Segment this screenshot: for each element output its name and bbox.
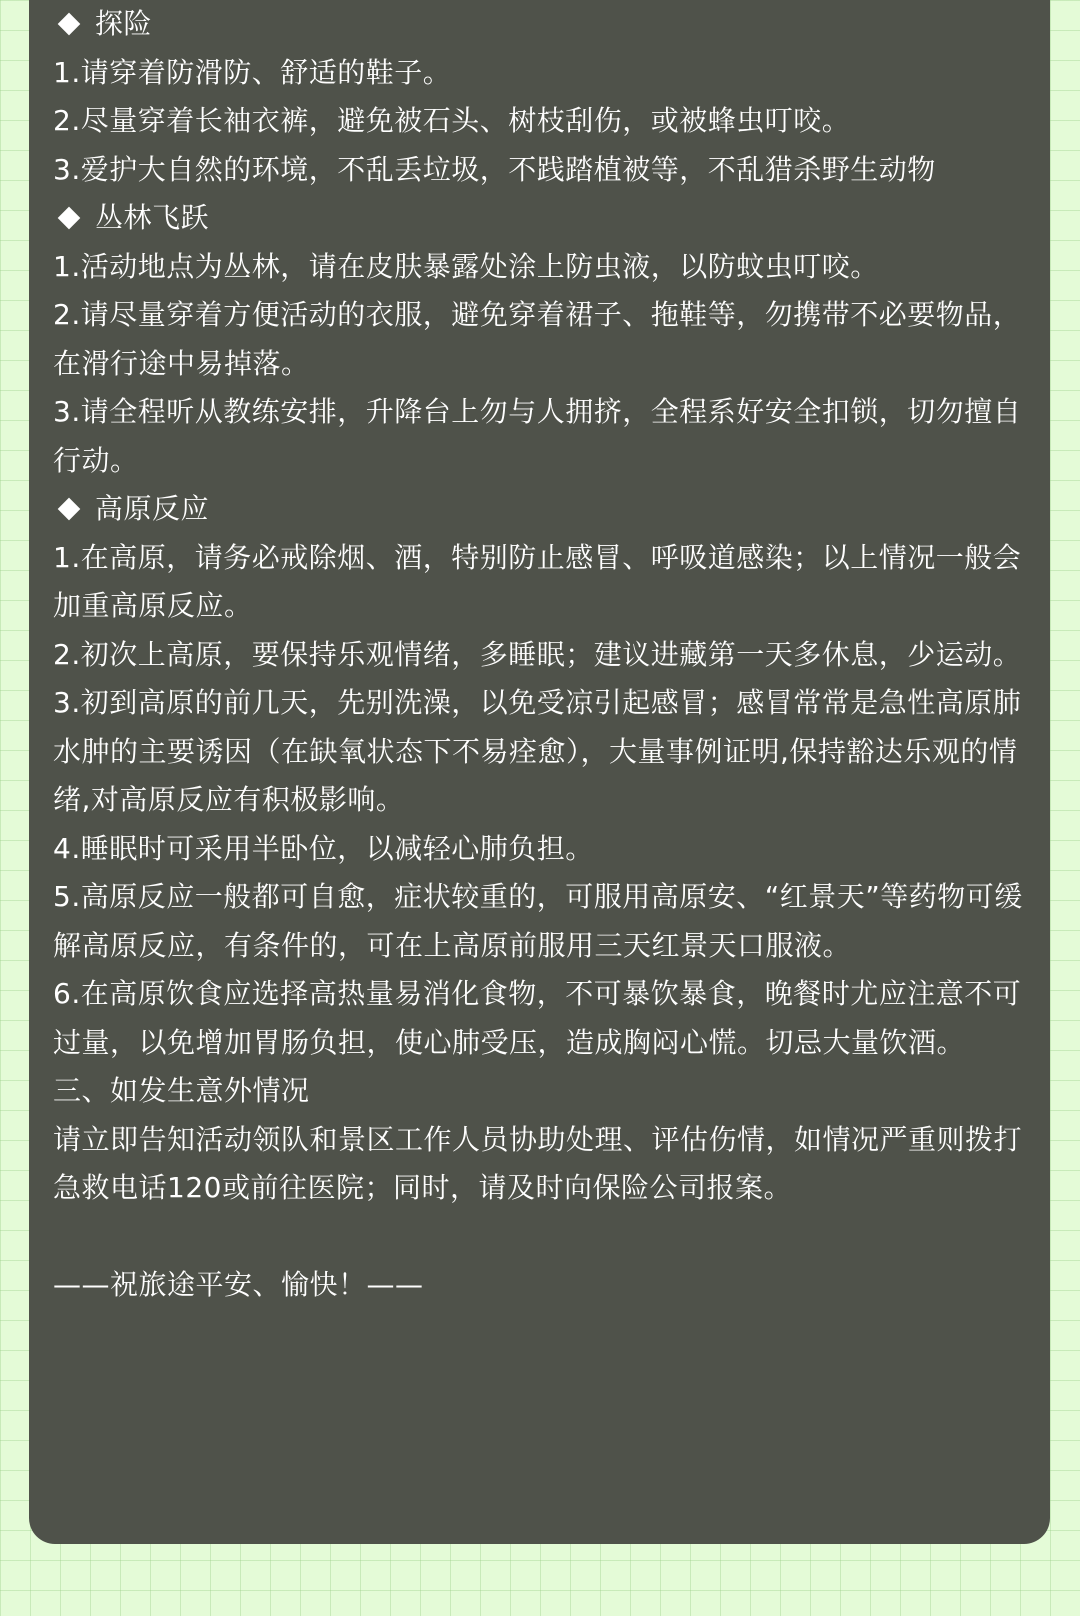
section-title: 高原反应 <box>95 492 210 525</box>
section-title: 丛林飞跃 <box>95 201 210 234</box>
list-item: 5.高原反应一般都可自愈，症状较重的，可服用高原安、“红景天”等药物可缓解高原反应，有条件的，可在上高原前服用三天红景天口服液。 <box>53 880 1023 962</box>
list-item: 2.尽量穿着长袖衣裤，避免被石头、树枝刮伤，或被蜂虫叮咬。 <box>53 104 851 137</box>
diamond-icon <box>58 498 81 521</box>
section-title: 探险 <box>95 7 153 40</box>
section-heading-accident: 三、如发生意外情况 <box>53 1074 310 1107</box>
list-item: 1.活动地点为丛林，请在皮肤暴露处涂上防虫液，以防蚊虫叮咬。 <box>53 249 879 283</box>
notice-content <box>53 0 1026 1310</box>
section-heading-altitude <box>53 485 1026 534</box>
list-item: 1.请穿着防滑防、舒适的鞋子。 <box>53 55 452 89</box>
list-item: 2.初次上高原，要保持乐观情绪，多睡眠；建议进藏第一天多休息，少运动。 <box>53 637 1022 671</box>
blank-line <box>53 1213 1026 1262</box>
notice-card <box>29 0 1050 1544</box>
section-heading-zipline <box>53 194 1026 243</box>
list-item: 4.睡眠时可采用半卧位，以减轻心肺负担。 <box>53 831 594 865</box>
list-item: 3.爱护大自然的环境，不乱丢垃圾，不践踏植被等，不乱猎杀野生动物 <box>53 152 936 186</box>
list-item: 3.请全程听从教练安排，升降台上勿与人拥挤，全程系好安全扣锁，切勿擅自行动。 <box>53 395 1022 477</box>
diamond-icon <box>58 13 81 36</box>
list-item: 6.在高原饮食应选择高热量易消化食物，不可暴饮暴食，晚餐时尤应注意不可过量，以免增加胃肠负担，使心肺受压，造成胸闷心慌。切忌大量饮酒。 <box>53 977 1022 1059</box>
section-heading-adventure <box>53 0 1026 49</box>
list-item: 2.请尽量穿着方便活动的衣服，避免穿着裙子、拖鞋等，勿携带不必要物品，在滑行途中易掉落。 <box>53 298 1022 380</box>
list-item: 3.初到高原的前几天，先别洗澡，以免受凉引起感冒；感冒常常是急性高原肺水肿的主要诱因（在缺氧状态下不易痊愈），大量事例证明,保持豁达乐观的情绪,对高原反应有积极影响。 <box>53 686 1022 816</box>
diamond-icon <box>58 207 81 230</box>
accident-instructions: 请立即告知活动领队和景区工作人员协助处理、评估伤情，如情况严重则拨打急救电话120或前往医院；同时，请及时向保险公司报案。 <box>53 1122 1023 1204</box>
list-item: 1.在高原，请务必戒除烟、酒，特别防止感冒、呼吸道感染；以上情况一般会加重高原反应。 <box>53 540 1022 622</box>
closing-greeting: ——祝旅途平安、愉快！—— <box>53 1268 424 1301</box>
